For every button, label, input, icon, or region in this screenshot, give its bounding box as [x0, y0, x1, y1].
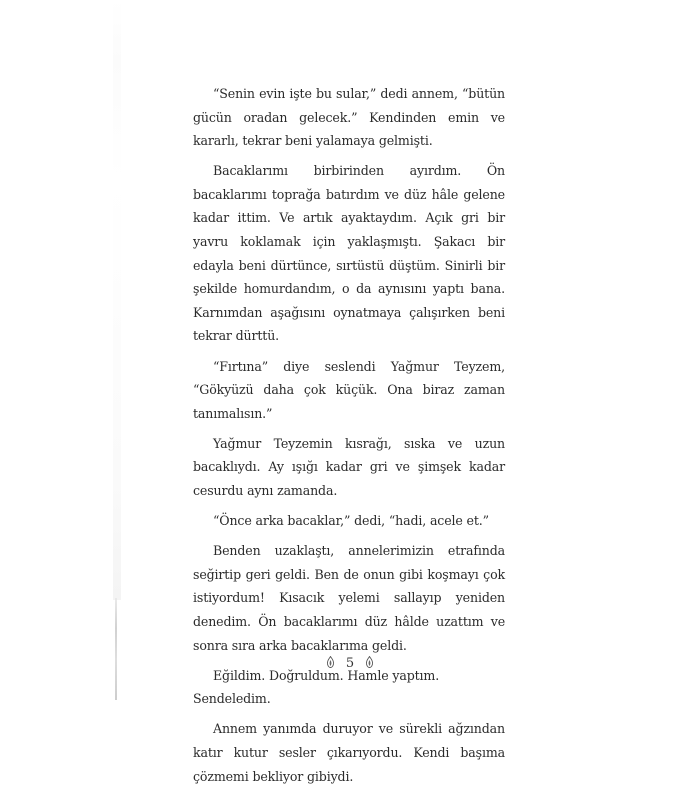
paragraph: Eğildim. Doğruldum. Hamle yaptım. Sendeledim.	[193, 667, 440, 707]
paragraph: Annem yanımda duruyor ve sürekli ağzından katır kutur sesler çıkarıyordu. Kendi başıma çözmemi bekliyor gibiydi.	[193, 721, 505, 784]
flame-ornament-icon	[365, 656, 374, 668]
page-gutter-line	[115, 598, 117, 700]
page-footer	[0, 656, 700, 671]
paragraph: “Senin evin işte bu sular,” dedi annem, “bütün gücün oradan gelecek.” Kendinden emin ve kararlı, tekrar beni yalamaya gelmişti.	[193, 86, 505, 149]
paragraph: “Fırtına” diye seslendi Yağmur Teyzem, “Gökyüzü daha çok küçük. Ona biraz zaman tanımalısın.”	[193, 358, 505, 421]
page-gutter-shadow	[113, 0, 121, 600]
paragraph: “Önce arka bacaklar,” dedi, “hadi, acele et.”	[213, 513, 489, 529]
page-number: 5	[345, 656, 355, 671]
body-text	[193, 82, 505, 795]
paragraph: Bacaklarımı birbirinden ayırdım. Ön bacaklarımı toprağa batırdım ve düz hâle gelene kadar ittim. Ve artık ayaktaydım. Açık gri bir yavru koklamak için yaklaşmıştı. Şakacı bir edayla beni dürtünce, sırtüstü düştüm. Sinirli bir şekilde homurdandım, o da aynısını yaptı bana. Karnımdan aşağısını oynatmaya çalışırken beni tekrar dürttü.	[193, 163, 505, 344]
paragraph: Yağmur Teyzemin kısrağı, sıska ve uzun bacaklıydı. Ay ışığı kadar gri ve şimşek kadar cesurdu aynı zamanda.	[193, 435, 505, 498]
paragraph: Benden uzaklaştı, annelerimizin etrafında seğirtip geri geldi. Ben de onun gibi koşmayı çok istiyordum! Kısacık yelemi sallayıp yeniden denedim. Ön bacaklarımı düz hâlde uzattım ve sonra sıra arka bacaklarıma geldi.	[193, 543, 505, 653]
flame-ornament-icon	[326, 656, 335, 668]
